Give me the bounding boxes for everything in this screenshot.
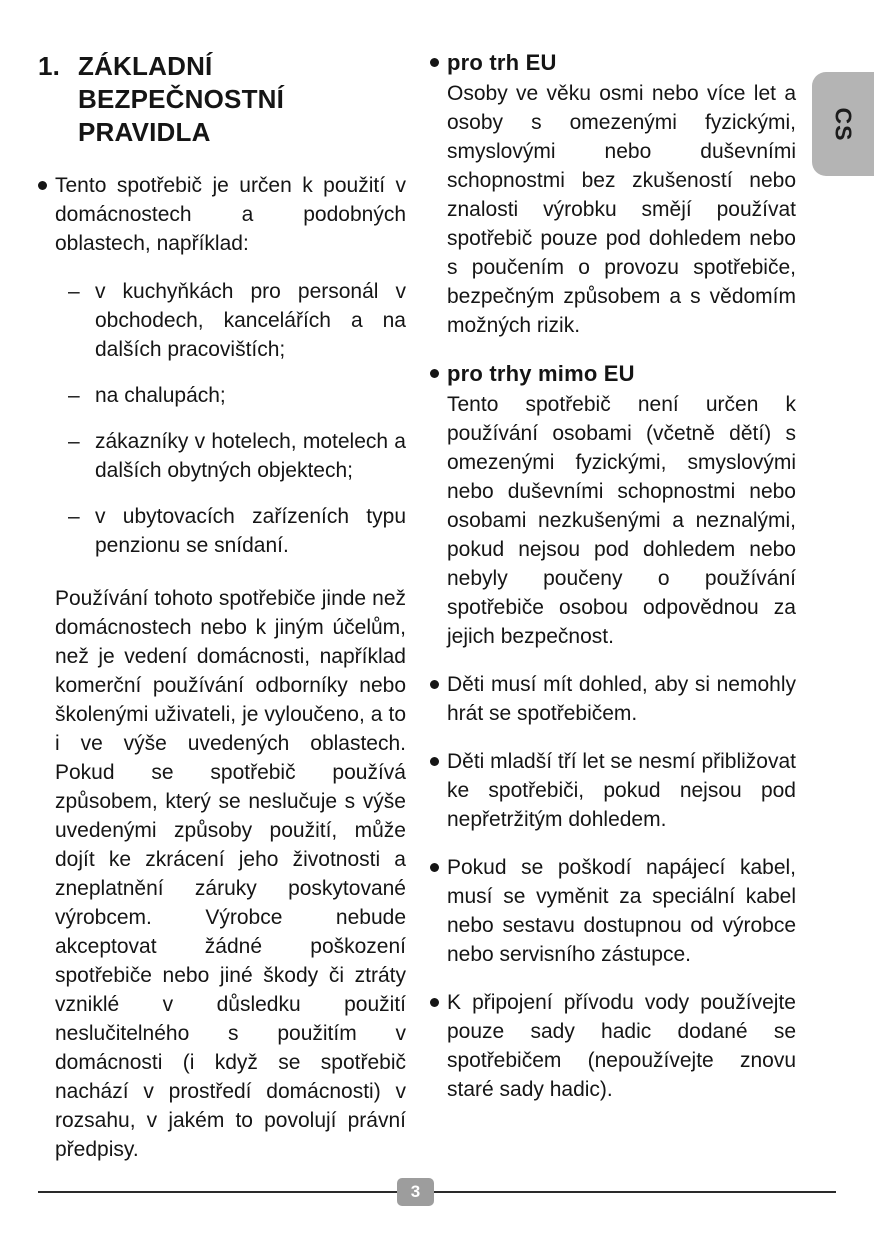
bullet-icon — [430, 369, 439, 378]
sub-list-text: na chalupách; — [95, 384, 226, 407]
dash-icon: – — [68, 280, 80, 303]
language-tab-label: CS — [830, 107, 857, 141]
dash-icon: – — [68, 430, 80, 453]
intro-paragraph: Tento spotřebič je určen k použití v domácnostech a podobných oblastech, například: — [55, 174, 406, 255]
sub-list-item — [68, 502, 406, 560]
right-column — [430, 48, 796, 1123]
dash-icon: – — [68, 384, 80, 407]
bullet-icon — [430, 863, 439, 872]
footer-rule-right — [434, 1191, 836, 1193]
heading-number: 1. — [38, 51, 61, 81]
body-paragraph: Používání tohoto spotřebiče jinde než domácnostech nebo k jiným účelům, než je vedení domácnosti, například komerční používání odborníky nebo školenými uživateli, je vyloučeno, a to i ve výše uvedených oblastech. Pokud se spotřebič používá způsobem, který se neslučuje s výše uvedenými způsoby použití, může dojít ke zkrácení jeho životnosti a zneplatnění záruky poskytované výrobcem. Výrobce nebude akceptovat žádné poškození spotřebiče nebo jiné škody či ztráty vzniklé v důsledku použití neslučitelného s použitím v domácnosti (i když se spotřebič nachází v prostředí domácnosti) v rozsahu, v jakém to povolují právní předpisy. — [55, 587, 406, 1161]
page-number-badge — [397, 1178, 434, 1206]
bullet-text: Pokud se poškodí napájecí kabel, musí se vyměnit za speciální kabel nebo sestavu dostupnou od výrobce nebo servisního zástupce. — [447, 856, 796, 966]
sub-list-item — [68, 277, 406, 364]
footer-rule-left — [38, 1191, 397, 1193]
bullet-icon — [430, 58, 439, 67]
sub-list-text: zákazníky v hotelech, motelech a dalších obytných objektech; — [95, 430, 406, 482]
bullet-text: Děti mladší tří let se nesmí přibližovat ke spotřebiči, pokud nejsou pod nepřetržitým dohledem. — [447, 750, 796, 831]
bullet-text: Tento spotřebič není určen k používání osobami (včetně dětí) s omezenými fyzickými, smyslovými nebo duševními schopnostmi nebo osobami nezkušenými a neznalými, pokud nejsou pod dohledem nebo nebyly poučeny o používání spotřebiče osobou odpovědnou za jejich bezpečnost. — [447, 393, 796, 648]
heading-line2: PRAVIDLA — [78, 117, 211, 147]
bullet-icon — [430, 757, 439, 766]
list-item-children-supervision — [430, 670, 796, 728]
bullet-title: pro trhy mimo EU — [447, 361, 635, 386]
sub-list-text: v ubytovacích zařízeních typu penzionu se snídaní. — [95, 505, 406, 557]
page-footer — [38, 1178, 836, 1206]
list-item-water-hoses — [430, 988, 796, 1104]
bullet-icon — [430, 998, 439, 1007]
left-column — [38, 50, 406, 1164]
sub-list-item — [68, 381, 406, 410]
bullet-text: Děti musí mít dohled, aby si nemohly hrát se spotřebičem. — [447, 673, 796, 725]
heading-line1: ZÁKLADNÍ BEZPEČNOSTNÍ — [78, 51, 285, 114]
bullet-title: pro trh EU — [447, 50, 557, 75]
bullet-icon — [430, 680, 439, 689]
bullet-icon — [38, 181, 47, 190]
section-heading — [38, 50, 406, 149]
bullet-text: K připojení přívodu vody používejte pouze sady hadic dodané se spotřebičem (nepoužívejte znovu staré sady hadic). — [447, 991, 796, 1101]
dash-icon: – — [68, 505, 80, 528]
language-tab-cs — [812, 72, 874, 176]
list-item-intro — [38, 171, 406, 258]
bullet-text: Osoby ve věku osmi nebo více let a osoby s omezenými fyzickými, smyslovými nebo duševními schopnostmi bez zkušeností nebo znalosti výrobku smějí používat spotřebič pouze pod dohledem nebo s poučením o provozu spotřebiče, bezpečným způsobem a s vědomím možných rizik. — [447, 82, 796, 337]
sub-list-item — [68, 427, 406, 485]
list-item-non-eu-market — [430, 359, 796, 651]
page-number: 3 — [410, 1182, 421, 1201]
sub-list-text: v kuchyňkách pro personál v obchodech, kancelářích a na dalších pracovištích; — [95, 280, 406, 361]
list-item-power-cord — [430, 853, 796, 969]
list-item-eu-market — [430, 48, 796, 340]
heading-text — [78, 50, 406, 149]
list-item-children-under-three — [430, 747, 796, 834]
